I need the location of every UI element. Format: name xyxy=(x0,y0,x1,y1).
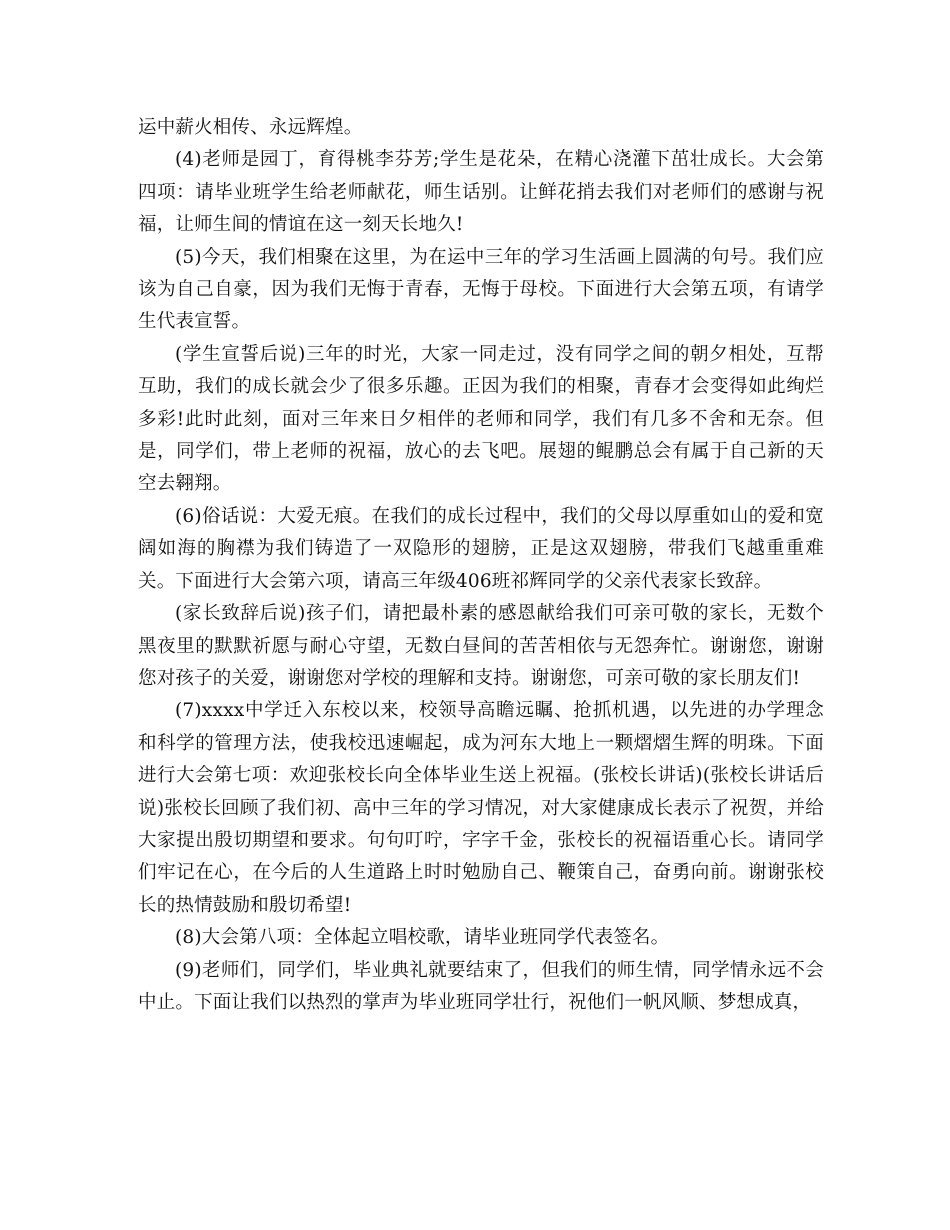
paragraph-item-5: (5)今天，我们相聚在这里，为在运中三年的学习生活画上圆满的句号。我们应该为自己自豪，因为我们无悔于青春，无悔于母校。下面进行大会第五项，有请学生代表宣誓。 xyxy=(138,246,824,333)
document-body xyxy=(138,112,824,1019)
paragraph-item-8: (8)大会第八项：全体起立唱校歌，请毕业班同学代表签名。 xyxy=(175,927,670,949)
paragraph-item-7: (7)xxxx中学迁入东校以来，校领导高瞻远瞩、抢抓机遇，以先进的办学理念和科学的管理方法，使我校迅速崛起，成为河东大地上一颗熠熠生辉的明珠。下面进行大会第七项：欢迎张校长向全体毕业生送上祝福。(张校长讲话)(张校长讲话后说)张校长回顾了我们初、高中三年的学习情况，对大家健康成长表示了祝贺，并给大家提出殷切期望和要求。句句叮咛，字字千金，张校长的祝福语重心长。请同学们牢记在心，在今后的人生道路上时时勉励自己、鞭策自己，奋勇向前。谢谢张校长的热情鼓励和殷切希望! xyxy=(138,700,824,916)
paragraph-item-9: (9)老师们，同学们，毕业典礼就要结束了，但我们的师生情，同学情永远不会中止。下面让我们以热烈的掌声为毕业班同学壮行，祝他们一帆风顺、梦想成真， xyxy=(138,959,824,1013)
paragraph-student-oath: (学生宣誓后说)三年的时光，大家一同走过，没有同学之间的朝夕相处，互帮互助，我们的成长就会少了很多乐趣。正因为我们的相聚，青春才会变得如此绚烂多彩!此时此刻，面对三年来日夕相伴的老师和同学，我们有几多不舍和无奈。但是，同学们，带上老师的祝福，放心的去飞吧。展翅的鲲鹏总会有属于自己新的天空去翱翔。 xyxy=(138,343,824,495)
paragraph-continuation: 运中薪火相传、永远辉煌。 xyxy=(138,117,363,138)
paragraph-item-4: (4)老师是园丁，育得桃李芬芳;学生是花朵，在精心浇灌下茁壮成长。大会第四项：请毕业班学生给老师献花，师生话别。让鲜花捎去我们对老师们的感谢与祝福，让师生间的情谊在这一刻天长地久! xyxy=(138,149,824,236)
paragraph-parent-speech: (家长致辞后说)孩子们，请把最朴素的感恩献给我们可亲可敬的家长，无数个黑夜里的默默祈愿与耐心守望，无数白昼间的苦苦相依与无怨奔忙。谢谢您，谢谢您对孩子的关爱，谢谢您对学校的理解和支持。谢谢您，可亲可敬的家长朋友们! xyxy=(138,603,824,689)
paragraph-item-6: (6)俗话说：大爱无痕。在我们的成长过程中，我们的父母以厚重如山的爱和宽阔如海的胸襟为我们铸造了一双隐形的翅膀，正是这双翅膀，带我们飞越重重难关。下面进行大会第六项，请高三年级406班祁辉同学的父亲代表家长致辞。 xyxy=(138,505,824,592)
